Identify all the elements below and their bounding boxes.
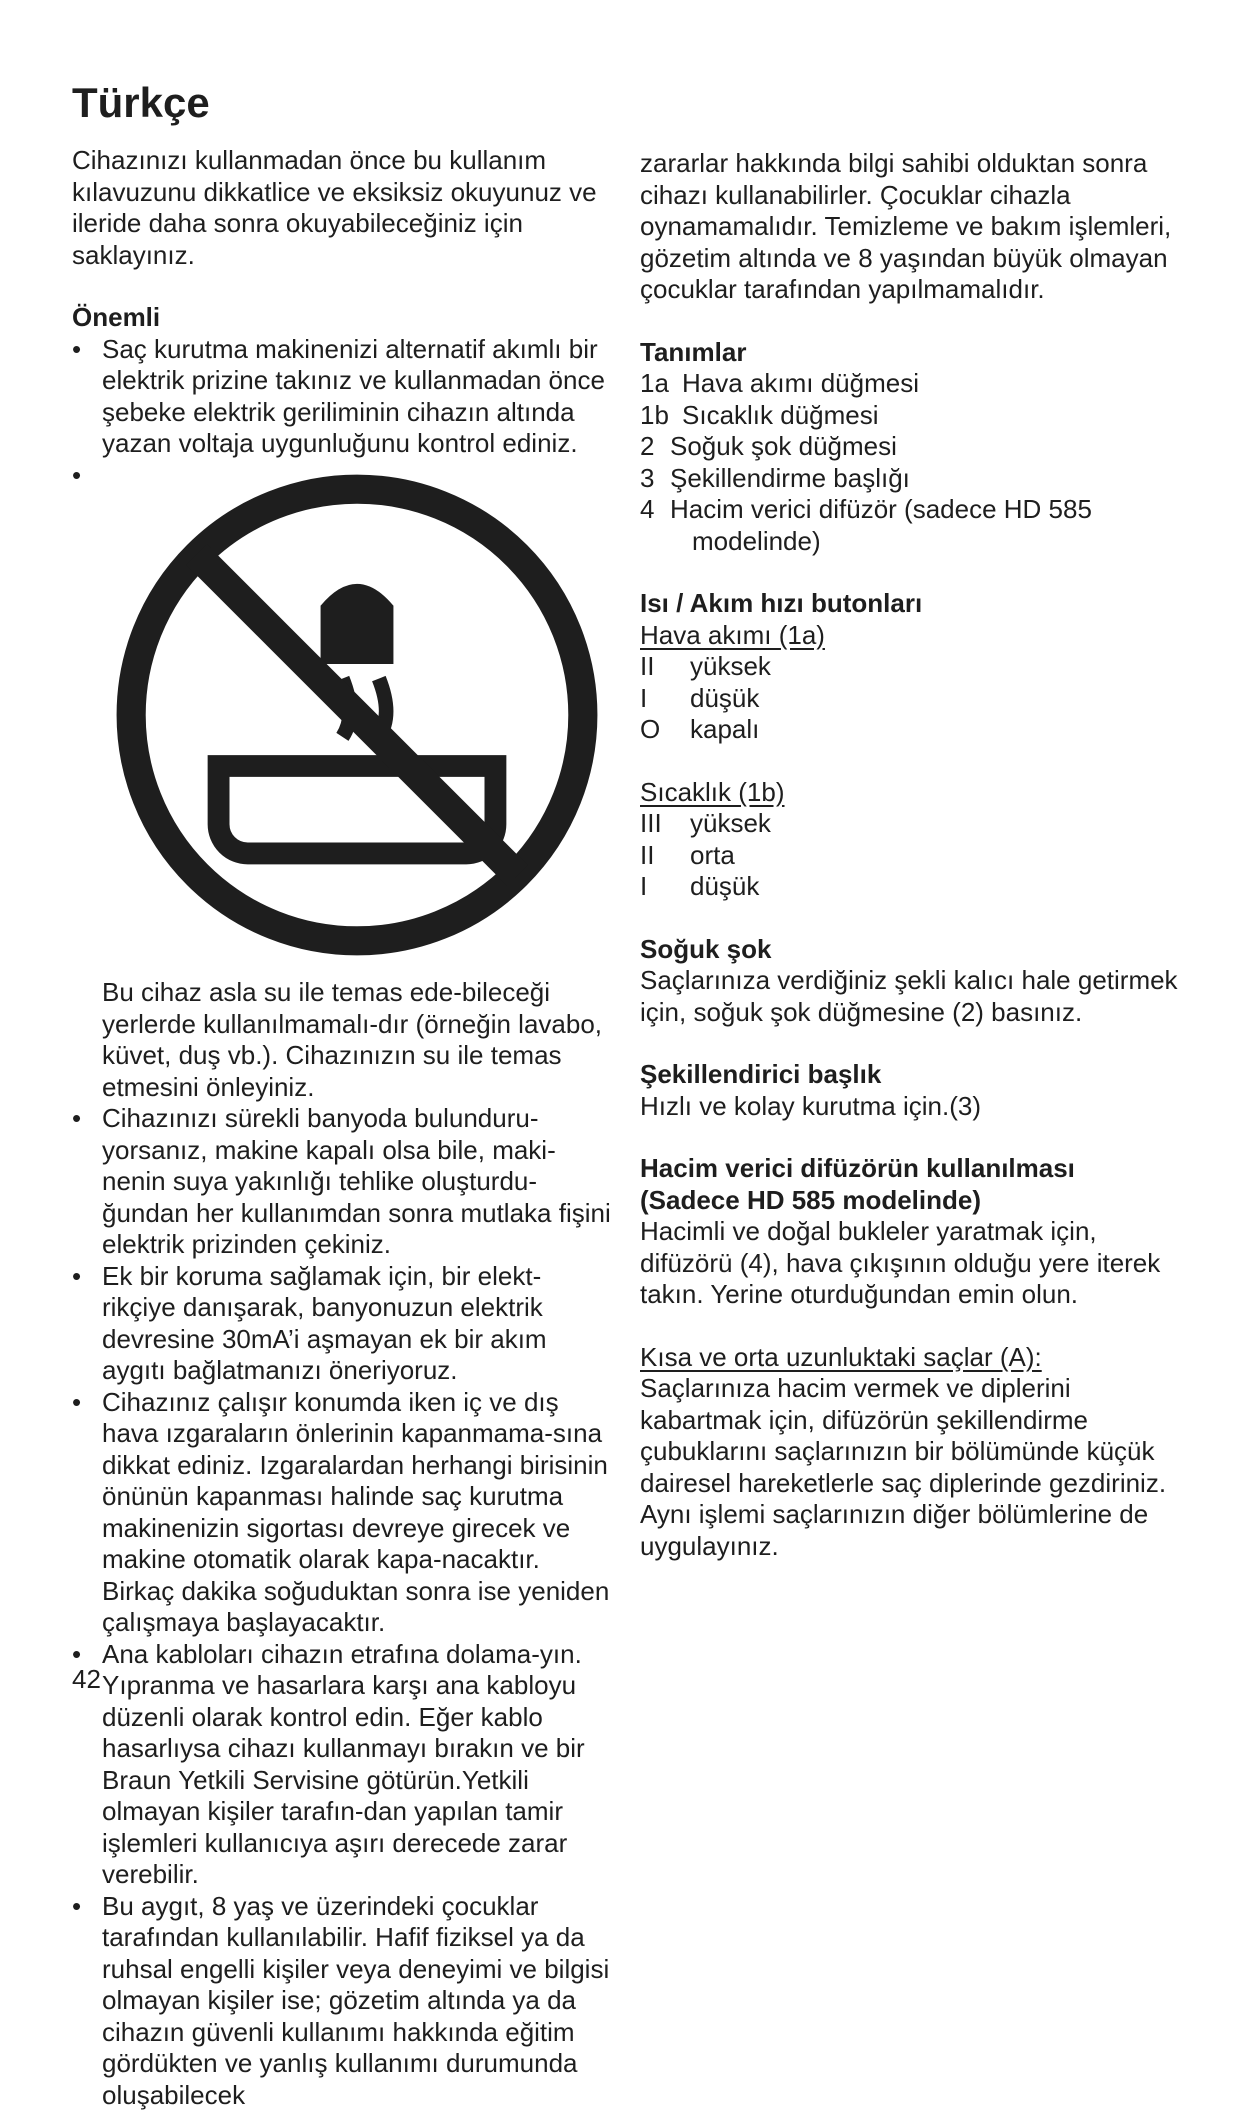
right-column <box>640 148 1180 1562</box>
setting-value: yüksek <box>690 651 771 683</box>
setting-key: II <box>640 651 690 683</box>
diffuser-subtext: Saçlarınıza hacim vermek ve diplerini kabartmak için, difüzörün şekillendirme çubuklarını saçlarınızın bir bölümünde küçük dairesel hareketlerle saç diplerinde gezdiriniz. Aynı işlemi saçlarınızın diğer bölümlerine de uygulayınız. <box>640 1373 1180 1562</box>
buttons-heading: Isı / Akım hızı butonları <box>640 588 1180 620</box>
def-label: Hacim verici difüzör (sadece HD 585 <box>670 494 1092 526</box>
setting-key: O <box>640 714 690 746</box>
definitions-heading: Tanımlar <box>640 337 1180 369</box>
important-item: • Cihazınız çalışır konumda iken iç ve dış hava ızgaraların önlerinin kapanmama-sına dikkat ediniz. Izgaralardan herhangi birisinin önünün kapanması halinde saç kurutma makinenizin sigortası devreye girecek ve makine otomatik olarak kapa-nacaktır. Birkaç dakika soğuduktan sonra ise yeniden çalışmaya başlayacaktır. <box>72 1387 612 1639</box>
important-item: • Bu aygıt, 8 yaş ve üzerindeki çocuklar tarafından kullanılabilir. Hafif fiziksel ya da ruhsal engelli kişiler veya deneyimi ve bilgisi olmayan kişiler ise; gözetim altında ya da cihazın güvenli kullanımı hakkında eğitim gördükten ve yanlış kullanımı durumunda oluşabilecek <box>72 1891 612 2111</box>
diffuser-text: Hacimli ve doğal bukleler yaratmak için, difüzörü (4), hava çıkışının olduğu yere iterek takın. Yerine oturduğundan emin olun. <box>640 1216 1180 1311</box>
def-label: Hava akımı düğmesi <box>682 368 919 400</box>
left-column <box>72 145 612 2111</box>
water-warning-text: Bu cihaz asla su ile temas ede-bileceği yerlerde kullanılmamalı-dır (örneğin lavabo, küvet, duş vb.). Cihazınızın su ile temas etmesini önleyiniz. <box>102 977 602 1102</box>
setting-value: orta <box>690 840 735 872</box>
temperature-subheading: Sıcaklık (1b) <box>640 777 1180 809</box>
def-label: Soğuk şok düğmesi <box>670 431 897 463</box>
important-item: • Ek bir koruma sağlamak için, bir elekt-rikçiye danışarak, banyonuzun elektrik devresine 30mA’i aşmayan ek bir akım aygıtı bağlatmanızı öneriyoruz. <box>72 1261 612 1387</box>
def-label: Şekillendirme başlığı <box>670 463 910 495</box>
important-item-water <box>72 460 612 1104</box>
styler-heading: Şekillendirici başlık <box>640 1059 1180 1091</box>
def-number: 1b <box>640 400 682 432</box>
def-number: 4 <box>640 494 670 526</box>
diffuser-subheading: Kısa ve orta uzunluktaki saçlar (A): <box>640 1342 1180 1374</box>
setting-key: I <box>640 683 690 715</box>
no-water-icon <box>102 460 612 978</box>
setting-key: I <box>640 871 690 903</box>
page-title: Türkçe <box>72 80 210 126</box>
styler-text: Hızlı ve kolay kurutma için.(3) <box>640 1091 1180 1123</box>
setting-value: düşük <box>690 683 759 715</box>
diffuser-heading: Hacim verici difüzörün kullanılması (Sadece HD 585 modelinde) <box>640 1153 1180 1216</box>
setting-key: III <box>640 808 690 840</box>
important-item: • Ana kabloları cihazın etrafına dolama-yın. Yıpranma ve hasarlara karşı ana kabloyu düzenli olarak kontrol edin. Eğer kablo hasarlıysa cihazı kullanmayı bırakın ve bir Braun Yetkili Servisine götürün.Yetkili olmayan kişiler tarafın-dan yapılan tamir işlemleri kullanıcıya aşırı derecede zarar verebilir. <box>72 1639 612 1891</box>
important-list <box>72 334 612 2111</box>
setting-value: kapalı <box>690 714 759 746</box>
important-heading: Önemli <box>72 302 612 334</box>
setting-value: düşük <box>690 871 759 903</box>
def-number: 3 <box>640 463 670 495</box>
important-item: • Saç kurutma makinenizi alternatif akımlı bir elektrik prizine takınız ve kullanmadan önce şebeke elektrik geriliminin cihazın altında yazan voltaja uygunluğunu kontrol ediniz. <box>72 334 612 460</box>
important-item: • Cihazınızı sürekli banyoda bulunduru-yorsanız, makine kapalı olsa bile, maki-nenin suya yakınlığı tehlike oluşturdu-ğundan her kullanımdan sonra mutlaka fişini elektrik prizinden çekiniz. <box>72 1103 612 1261</box>
intro-paragraph: Cihazınızı kullanmadan önce bu kullanım kılavuzunu dikkatlice ve eksiksiz okuyunuz ve ileride daha sonra okuyabileceğiniz için saklayınız. <box>72 145 612 271</box>
def-label-continued: modelinde) <box>640 526 1180 558</box>
airflow-subheading: Hava akımı (1a) <box>640 620 1180 652</box>
continued-paragraph: zararlar hakkında bilgi sahibi olduktan sonra cihazı kullanabilirler. Çocuklar cihazla oynamamalıdır. Temizleme ve bakım işlemleri, gözetim altında ve 8 yaşından büyük olmayan çocuklar tarafından yapılmamalıdır. <box>640 148 1180 306</box>
cold-shot-heading: Soğuk şok <box>640 934 1180 966</box>
def-number: 2 <box>640 431 670 463</box>
page-number: 42 <box>72 1664 101 1695</box>
def-label: Sıcaklık düğmesi <box>682 400 879 432</box>
setting-key: II <box>640 840 690 872</box>
cold-shot-text: Saçlarınıza verdiğiniz şekli kalıcı hale getirmek için, soğuk şok düğmesine (2) basınız. <box>640 965 1180 1028</box>
definitions-list <box>640 368 1180 557</box>
setting-value: yüksek <box>690 808 771 840</box>
def-number: 1a <box>640 368 682 400</box>
